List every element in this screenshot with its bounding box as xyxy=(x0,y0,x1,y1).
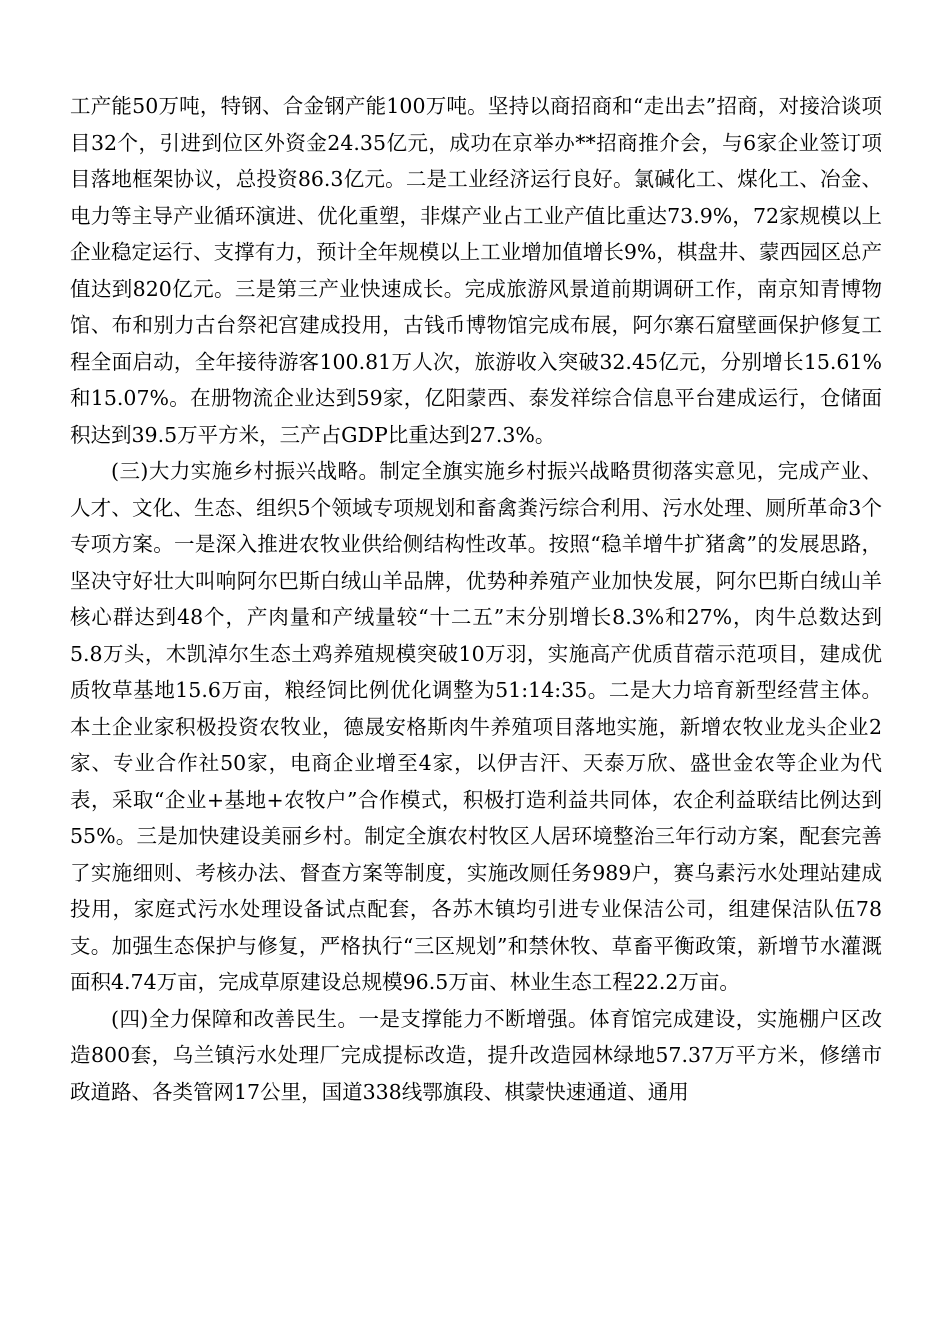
paragraph-industry-economy: 工产能50万吨，特钢、合金钢产能100万吨。坚持以商招商和“走出去”招商，对接洽谈项目32个，引进到位区外资金24.35亿元，成功在京举办**招商推介会，与6家企业签订项目落地框架协议，总投资86.3亿元。二是工业经济运行良好。氯碱化工、煤化工、冶金、电力等主导产业循环演进、优化重塑，非煤产业占工业产值比重达73.9%，72家规模以上企业稳定运行、支撑有力，预计全年规模以上工业增加值增长9%，棋盘井、蒙西园区总产值达到820亿元。三是第三产业快速成长。完成旅游风景道前期调研工作，南京知青博物馆、布和别力古台祭祀宫建成投用，古钱币博物馆完成布展，阿尔寨石窟壁画保护修复工程全面启动，全年接待游客100.81万人次，旅游收入突破32.45亿元，分别增长15.61%和15.07%。在册物流企业达到59家，亿阳蒙西、泰发祥综合信息平台建成运行，仓储面积达到39.5万平方米，三产占GDP比重达到27.3%。 xyxy=(70,94,882,447)
paragraph-livelihood: (四)全力保障和改善民生。一是支撑能力不断增强。体育馆完成建设，实施棚户区改造800套，乌兰镇污水处理厂完成提标改造，提升改造园林绿地57.37万平方米，修缮市政道路、各类管网17公里，国道338线鄂旗段、棋蒙快速通道、通用 xyxy=(70,1006,882,1104)
paragraph-rural-revitalization: (三)大力实施乡村振兴战略。制定全旗实施乡村振兴战略贯彻落实意见，完成产业、人才、文化、生态、组织5个领域专项规划和畜禽粪污综合利用、污水处理、厕所革命3个专项方案。一是深入推进农牧业供给侧结构性改革。按照“稳羊增牛扩猪禽”的发展思路，坚决守好壮大叫响阿尔巴斯白绒山羊品牌，优势种养殖产业加快发展，阿尔巴斯白绒山羊核心群达到48个，产肉量和产绒量较“十二五”末分别增长8.3%和27%，肉牛总数达到5.8万头，木凯淖尔生态土鸡养殖规模突破10万羽，实施高产优质苜蓿示范项目，建成优质牧草基地15.6万亩，粮经饲比例优化调整为51:14:35。二是大力培育新型经营主体。本土企业家积极投资农牧业，德晟安格斯肉牛养殖项目落地实施，新增农牧业龙头企业2家、专业合作社50家，电商企业增至4家，以伊吉汗、天泰万欣、盛世金农等企业为代表，采取“企业+基地+农牧户”合作模式，积极打造利益共同体，农企利益联结比例达到55%。三是加快建设美丽乡村。制定全旗农村牧区人居环境整治三年行动方案，配套完善了实施细则、考核办法、督查方案等制度，实施改厕任务989户，赛乌素污水处理站建成投用，家庭式污水处理设备试点配套，各苏木镇均引进专业保洁公司，组建保洁队伍78支。加强生态保护与修复，严格执行“三区规划”和禁休牧、草畜平衡政策，新增节水灌溉面积4.74万亩，完成草原建设总规模96.5万亩、林业生态工程22.2万亩。 xyxy=(70,459,882,994)
document-page xyxy=(70,88,882,1110)
